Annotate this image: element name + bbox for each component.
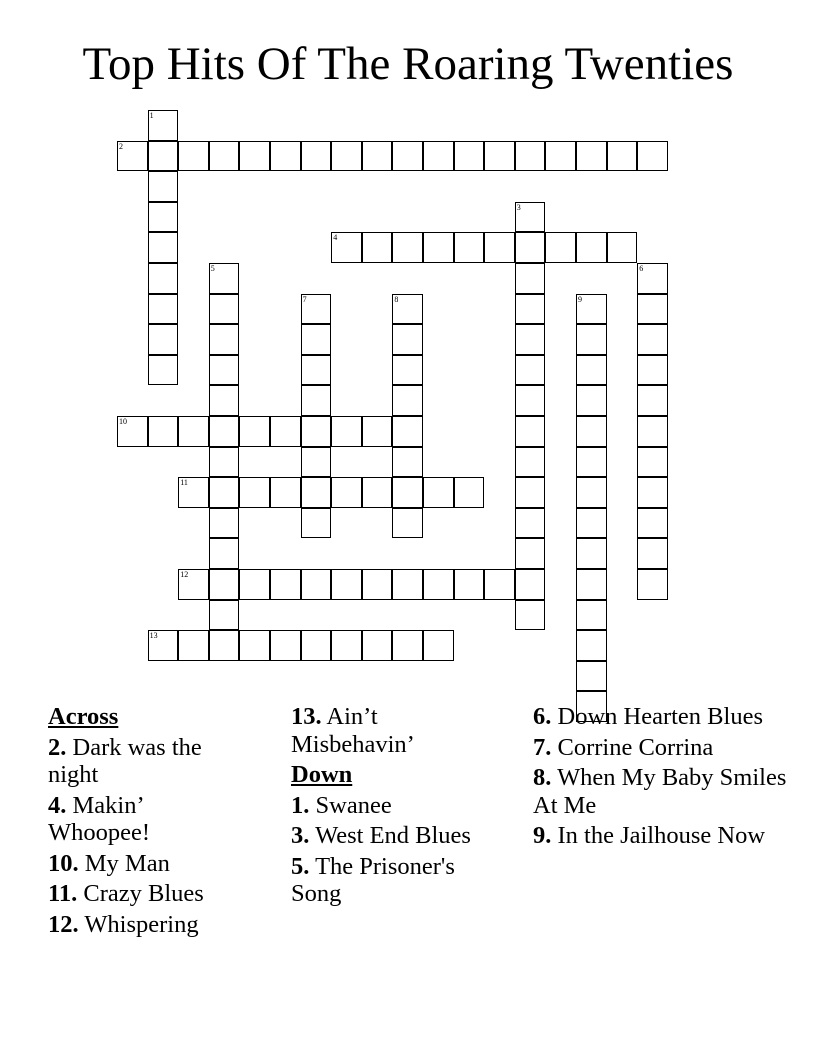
clue-text: Whispering xyxy=(84,910,199,938)
grid-cell[interactable] xyxy=(270,569,301,600)
grid-cell[interactable] xyxy=(148,630,179,661)
grid-cell[interactable] xyxy=(454,569,485,600)
grid-cell[interactable] xyxy=(178,569,209,600)
grid-cell[interactable] xyxy=(148,202,179,233)
cell-number: 7 xyxy=(302,294,307,304)
grid-cell[interactable] xyxy=(117,416,148,447)
grid-cell[interactable] xyxy=(576,141,607,172)
across-clue-2 xyxy=(48,734,248,789)
cell-number: 13 xyxy=(149,631,158,641)
grid-cell[interactable] xyxy=(148,416,179,447)
grid-cell[interactable] xyxy=(515,477,546,508)
clue-column-3 xyxy=(533,703,793,853)
grid-cell[interactable] xyxy=(270,141,301,172)
clue-text: Makin’ Whoopee! xyxy=(48,791,151,846)
grid-cell[interactable] xyxy=(148,294,179,325)
grid-cell[interactable] xyxy=(515,232,546,263)
grid-cell[interactable] xyxy=(148,324,179,355)
grid-cell[interactable] xyxy=(331,630,362,661)
grid-cell[interactable] xyxy=(515,447,546,478)
clue-text: West End Blues xyxy=(315,822,471,849)
grid-cell[interactable] xyxy=(362,141,393,172)
grid-cell[interactable] xyxy=(515,324,546,355)
across-clue-10 xyxy=(48,850,248,878)
cell-number: 11 xyxy=(180,478,188,488)
grid-cell[interactable] xyxy=(209,600,240,631)
grid-cell[interactable] xyxy=(148,355,179,386)
grid-cell[interactable] xyxy=(576,508,607,539)
cell-number: 2 xyxy=(119,141,123,151)
grid-cell[interactable] xyxy=(637,385,668,416)
grid-cell[interactable] xyxy=(392,477,423,508)
grid-cell[interactable] xyxy=(239,416,270,447)
cell-number: 6 xyxy=(639,264,644,273)
clue-number: 6. xyxy=(533,703,552,730)
down-clue-7 xyxy=(533,734,793,762)
down-clue-1 xyxy=(291,792,506,820)
grid-cell[interactable] xyxy=(545,232,576,263)
grid-cell[interactable] xyxy=(392,355,423,386)
cell-number: 5 xyxy=(210,264,215,273)
grid-cell[interactable] xyxy=(301,141,332,172)
grid-cell[interactable] xyxy=(209,538,240,569)
clue-number: 7. xyxy=(533,733,552,761)
grid-cell[interactable] xyxy=(209,508,240,539)
grid-cell[interactable] xyxy=(454,477,485,508)
grid-cell[interactable] xyxy=(178,416,209,447)
puzzle-title: Top Hits Of The Roaring Twenties xyxy=(82,38,734,90)
cell-number: 10 xyxy=(119,417,127,426)
grid-cell[interactable] xyxy=(576,661,607,692)
grid-cell[interactable] xyxy=(545,141,576,172)
grid-cell[interactable] xyxy=(362,477,393,508)
grid-cell[interactable] xyxy=(454,232,485,263)
grid-cell[interactable] xyxy=(576,324,607,355)
grid-cell[interactable] xyxy=(239,477,270,508)
across-clue-4 xyxy=(48,792,248,847)
grid-cell[interactable] xyxy=(576,600,607,631)
grid-cell[interactable] xyxy=(515,141,546,172)
grid-cell[interactable] xyxy=(148,263,179,294)
grid-cell[interactable] xyxy=(178,630,209,661)
grid-cell[interactable] xyxy=(607,232,638,263)
grid-cell[interactable] xyxy=(209,324,240,355)
across-clue-12 xyxy=(48,911,248,939)
grid-cell[interactable] xyxy=(515,355,546,386)
grid-cell[interactable] xyxy=(576,538,607,569)
clue-text: The Prisoner's Song xyxy=(291,852,455,907)
grid-cell[interactable] xyxy=(209,141,240,172)
grid-cell[interactable] xyxy=(484,569,515,600)
grid-cell[interactable] xyxy=(301,385,332,416)
grid-cell[interactable] xyxy=(454,141,485,172)
grid-cell[interactable] xyxy=(331,569,362,600)
grid-cell[interactable] xyxy=(637,324,668,355)
clue-column-2 xyxy=(291,703,506,911)
grid-cell[interactable] xyxy=(637,355,668,386)
clue-number: 1. xyxy=(291,791,310,819)
grid-cell[interactable] xyxy=(423,569,454,600)
grid-cell[interactable] xyxy=(301,569,332,600)
grid-cell[interactable] xyxy=(576,447,607,478)
grid-cell[interactable] xyxy=(576,630,607,661)
grid-cell[interactable] xyxy=(515,202,546,233)
cell-number: 1 xyxy=(149,111,154,120)
down-heading: Down xyxy=(291,761,353,788)
grid-cell[interactable] xyxy=(392,416,423,447)
grid-cell[interactable] xyxy=(515,569,546,600)
grid-cell[interactable] xyxy=(362,416,393,447)
grid-cell[interactable] xyxy=(209,630,240,661)
grid-cell[interactable] xyxy=(423,141,454,172)
grid-cell[interactable] xyxy=(392,324,423,355)
clue-text: Dark was the night xyxy=(48,733,202,788)
clue-number: 12. xyxy=(48,910,79,938)
grid-cell[interactable] xyxy=(362,630,393,661)
clue-number: 9. xyxy=(533,822,552,849)
across-clue-11 xyxy=(48,880,248,908)
clue-text: Corrine Corrina xyxy=(557,733,714,761)
grid-cell[interactable] xyxy=(209,294,240,325)
grid-cell[interactable] xyxy=(392,508,423,539)
grid-cell[interactable] xyxy=(209,385,240,416)
grid-cell[interactable] xyxy=(209,447,240,478)
grid-cell[interactable] xyxy=(301,294,332,325)
grid-cell[interactable] xyxy=(301,508,332,539)
grid-cell[interactable] xyxy=(607,141,638,172)
grid-cell[interactable] xyxy=(576,355,607,386)
grid-cell[interactable] xyxy=(576,416,607,447)
grid-cell[interactable] xyxy=(209,569,240,600)
clue-number: 10. xyxy=(48,849,79,877)
grid-cell[interactable] xyxy=(515,600,546,631)
grid-cell[interactable] xyxy=(515,294,546,325)
clue-column-1 xyxy=(48,703,248,941)
grid-cell[interactable] xyxy=(576,294,607,325)
cell-number: 9 xyxy=(578,294,582,304)
grid-cell[interactable] xyxy=(148,110,179,141)
grid-cell[interactable] xyxy=(270,477,301,508)
grid-cell[interactable] xyxy=(331,141,362,172)
grid-cell[interactable] xyxy=(637,416,668,447)
grid-cell[interactable] xyxy=(331,477,362,508)
clue-text: My Man xyxy=(84,849,170,877)
grid-cell[interactable] xyxy=(515,416,546,447)
grid-cell[interactable] xyxy=(484,232,515,263)
down-clue-5 xyxy=(291,853,506,908)
grid-cell[interactable] xyxy=(637,508,668,539)
clue-number: 2. xyxy=(48,733,67,761)
grid-cell[interactable] xyxy=(392,447,423,478)
grid-cell[interactable] xyxy=(270,416,301,447)
grid-cell[interactable] xyxy=(637,538,668,569)
grid-cell[interactable] xyxy=(362,569,393,600)
grid-cell[interactable] xyxy=(209,263,240,294)
grid-cell[interactable] xyxy=(301,447,332,478)
grid-cell[interactable] xyxy=(301,630,332,661)
grid-cell[interactable] xyxy=(117,141,148,172)
clue-number: 8. xyxy=(533,764,552,791)
clue-text: Ain’t Misbehavin’ xyxy=(291,703,415,758)
cell-number: 8 xyxy=(394,294,399,304)
grid-cell[interactable] xyxy=(178,141,209,172)
grid-cell[interactable] xyxy=(423,477,454,508)
grid-cell[interactable] xyxy=(576,232,607,263)
clue-number: 5. xyxy=(291,852,310,880)
clue-text: Swanee xyxy=(315,791,392,819)
grid-cell[interactable] xyxy=(515,263,546,294)
grid-cell[interactable] xyxy=(392,141,423,172)
grid-cell[interactable] xyxy=(209,355,240,386)
grid-cell[interactable] xyxy=(637,294,668,325)
cell-number: 12 xyxy=(180,570,189,579)
grid-cell[interactable] xyxy=(301,416,332,447)
grid-cell[interactable] xyxy=(331,416,362,447)
grid-cell[interactable] xyxy=(148,171,179,202)
grid-cell[interactable] xyxy=(392,232,423,263)
down-clue-6 xyxy=(533,703,793,731)
grid-cell[interactable] xyxy=(239,630,270,661)
grid-cell[interactable] xyxy=(576,385,607,416)
clue-text: In the Jailhouse Now xyxy=(557,822,766,849)
grid-cell[interactable] xyxy=(301,355,332,386)
down-clue-8 xyxy=(533,764,793,819)
grid-cell[interactable] xyxy=(423,232,454,263)
grid-cell[interactable] xyxy=(515,385,546,416)
grid-cell[interactable] xyxy=(270,630,301,661)
grid-cell[interactable] xyxy=(392,569,423,600)
grid-cell[interactable] xyxy=(484,141,515,172)
grid-cell[interactable] xyxy=(637,263,668,294)
grid-cell[interactable] xyxy=(637,141,668,172)
grid-cell[interactable] xyxy=(148,141,179,172)
clue-number: 11. xyxy=(48,880,78,907)
clue-text: Down Hearten Blues xyxy=(557,703,763,730)
grid-cell[interactable] xyxy=(515,538,546,569)
grid-cell[interactable] xyxy=(148,232,179,263)
across-clue-13 xyxy=(291,703,506,758)
cell-number: 3 xyxy=(516,202,521,212)
clue-text: Crazy Blues xyxy=(83,880,204,907)
grid-cell[interactable] xyxy=(239,141,270,172)
grid-cell[interactable] xyxy=(392,294,423,325)
grid-cell[interactable] xyxy=(178,477,209,508)
grid-cell[interactable] xyxy=(301,477,332,508)
grid-cell[interactable] xyxy=(637,477,668,508)
grid-cell[interactable] xyxy=(301,324,332,355)
grid-cell[interactable] xyxy=(209,416,240,447)
down-clue-3 xyxy=(291,822,506,850)
grid-cell[interactable] xyxy=(362,232,393,263)
grid-cell[interactable] xyxy=(576,477,607,508)
grid-cell[interactable] xyxy=(239,569,270,600)
clue-number: 13. xyxy=(291,703,322,730)
grid-cell[interactable] xyxy=(637,569,668,600)
clue-text: When My Baby Smiles At Me xyxy=(533,764,787,819)
clue-number: 4. xyxy=(48,791,67,819)
across-heading: Across xyxy=(48,703,119,730)
grid-cell[interactable] xyxy=(209,477,240,508)
grid-cell[interactable] xyxy=(392,385,423,416)
grid-cell[interactable] xyxy=(576,569,607,600)
clue-number: 3. xyxy=(291,822,310,849)
grid-cell[interactable] xyxy=(637,447,668,478)
grid-cell[interactable] xyxy=(392,630,423,661)
down-clue-9 xyxy=(533,822,793,850)
grid-cell[interactable] xyxy=(331,232,362,263)
cell-number: 4 xyxy=(333,233,338,243)
grid-cell[interactable] xyxy=(515,508,546,539)
grid-cell[interactable] xyxy=(423,630,454,661)
